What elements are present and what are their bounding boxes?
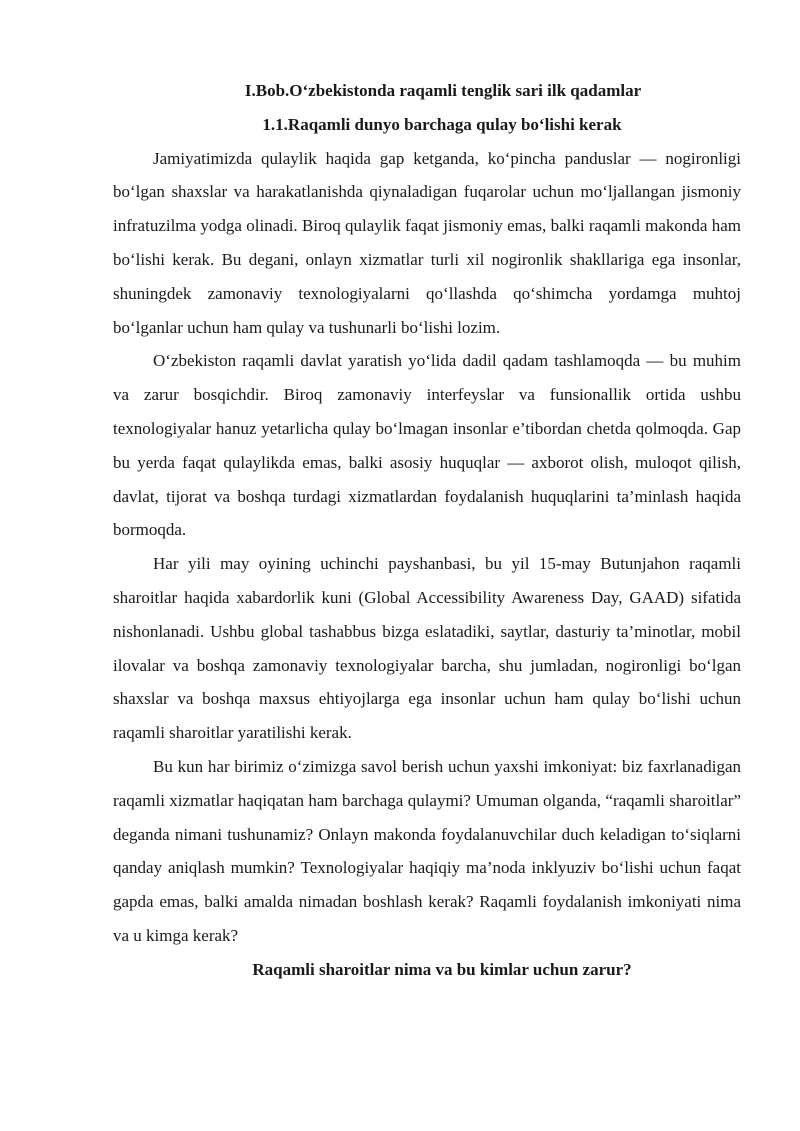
- sub-heading: Raqamli sharoitlar nima va bu kimlar uchun zarur?: [252, 959, 632, 979]
- chapter-title: I.Bob.O‘zbekistonda raqamli tenglik sari ilk qadamlar: [244, 81, 642, 100]
- paragraph-2: O‘zbekiston raqamli davlat yaratish yo‘lida dadil qadam tashlamoqda — bu muhim va zarur bosqichdir. Biroq zamonaviy interfeyslar va funsionallik ortida ushbu texnologiyalar hanuz yetarlicha qulay bo‘lmagan insonlar e’tibordan chetda qolmoqda. Gap bu yerda faqat qulaylikda emas, balki asosiy huquqlar — axborot olish, muloqot qilish, davlat, tijorat va boshqa turdagi xizmatlardan foydalanish huquqlarini ta’minlash haqida bormoqda.: [113, 351, 741, 540]
- document-body: [113, 74, 741, 987]
- section-title: 1.1.Raqamli dunyo barchaga qulay bo‘lishi kerak: [262, 114, 622, 134]
- paragraph-4: Bu kun har birimiz o‘zimizga savol berish uchun yaxshi imkoniyat: biz faxrlanadigan raqamli xizmatlar haqiqatan ham barchaga qulaymi? Umuman olganda, “raqamli sharoitlar” deganda nimani tushunamiz? Onlayn makonda foydalanuvchilar duch keladigan to‘siqlarni qanday aniqlash mumkin? Texnologiyalar haqiqiy ma’noda inklyuziv bo‘lishi uchun faqat gapda emas, balki amalda nimadan boshlash kerak? Raqamli foydalanish imkoniyati nima va u kimga kerak?: [113, 756, 741, 945]
- paragraph-3: Har yili may oyining uchinchi payshanbasi, bu yil 15-may Butunjahon raqamli sharoitlar haqida xabardorlik kuni (Global Accessibility Awareness Day, GAAD) sifatida nishonlanadi. Ushbu global tashabbus bizga eslatadiki, saytlar, dasturiy ta’minotlar, mobil ilovalar va boshqa zamonaviy texnologiyalar barcha, shu jumladan, nogironligi bo‘lgan shaxslar va boshqa maxsus ehtiyojlarga ega insonlar uchun ham qulay bo‘lishi uchun raqamli sharoitlar yaratilishi kerak.: [113, 554, 741, 743]
- paragraph-1: Jamiyatimizda qulaylik haqida gap ketganda, ko‘pincha panduslar — nogironligi bo‘lgan shaxslar va harakatlanishda qiynaladigan fuqarolar uchun mo‘ljallangan jismoniy infratuzilma yodga olinadi. Biroq qulaylik faqat jismoniy emas, balki raqamli makonda ham bo‘lishi kerak. Bu degani, onlayn xizmatlar turli xil nogironlik shakllariga ega insonlar, shuningdek zamonaviy texnologiyalarni qo‘llashda qo‘shimcha yordamga muhtoj bo‘lganlar uchun ham qulay va tushunarli bo‘lishi lozim.: [113, 148, 741, 337]
